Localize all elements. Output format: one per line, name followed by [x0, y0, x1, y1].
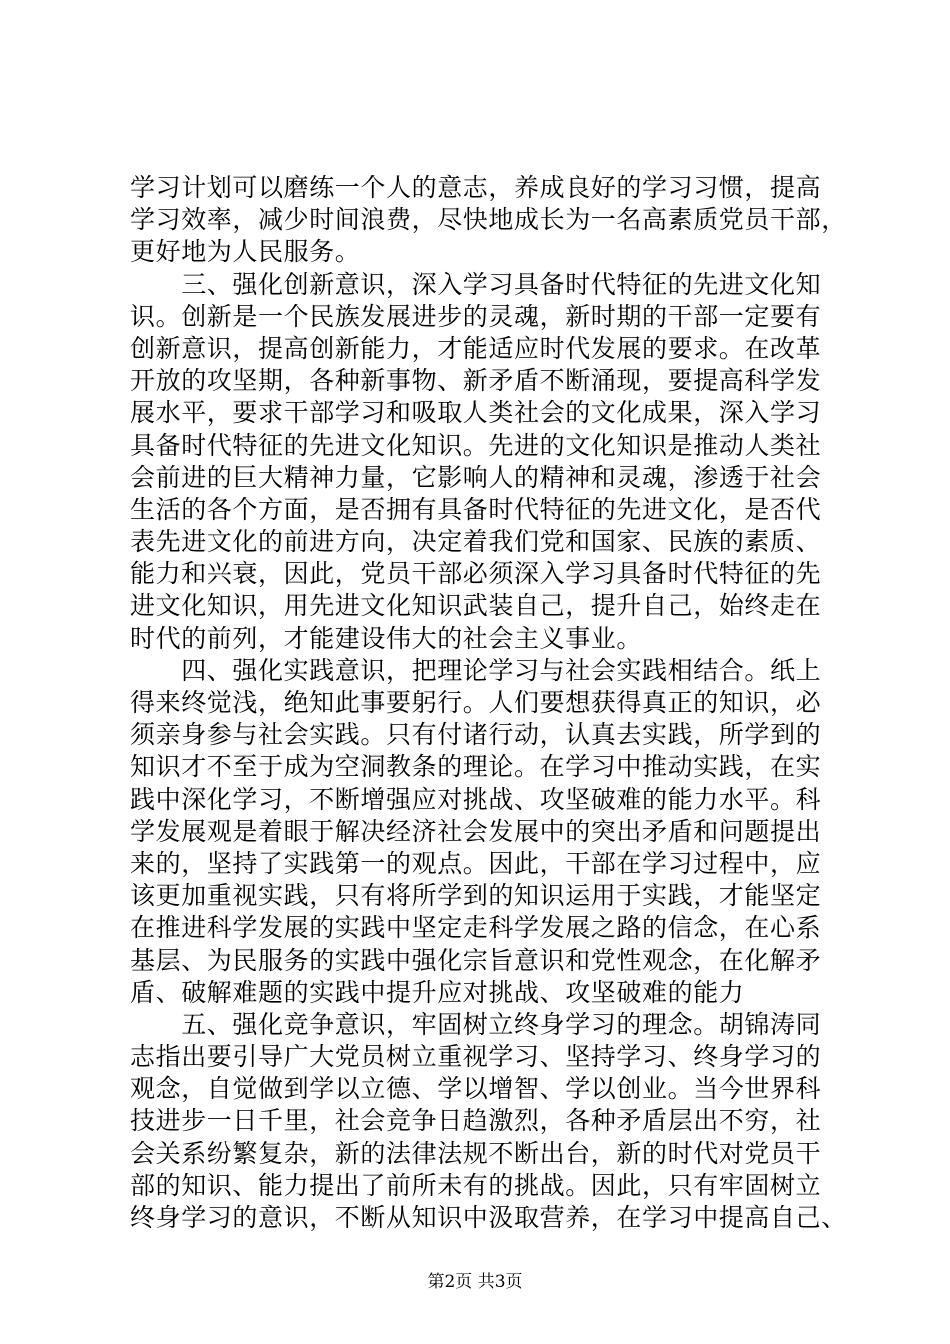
text-line: 四、强化实践意识，把理论学习与社会实践相结合。纸上	[130, 655, 822, 685]
text-line: 学习计划可以磨练一个人的意志，养成良好的学习习惯，提高	[130, 173, 822, 202]
text-line: 能力和兴衰，因此，党员干部必须深入学习具备时代特征的先	[130, 559, 822, 589]
text-line: 具备时代特征的先进文化知识。先进的文化知识是推动人类社	[130, 430, 822, 460]
text-line: 五、强化竞争意识，牢固树立终身学习的理念。胡锦涛同	[130, 1009, 822, 1039]
text-line: 志指出要引导广大党员树立重视学习、坚持学习、终身学习的	[130, 1042, 822, 1072]
page-footer	[0, 1270, 950, 1294]
text-line: 践中深化学习，不断增强应对挑战、攻坚破难的能力水平。科	[130, 784, 822, 814]
text-line: 开放的攻坚期，各种新事物、新矛盾不断涌现，要提高科学发	[130, 366, 822, 396]
text-line: 该更加重视实践，只有将所学到的知识运用于实践，才能坚定	[130, 881, 822, 911]
text-line: 须亲身参与社会实践。只有付诸行动，认真去实践，所学到的	[130, 720, 822, 750]
text-line: 学发展观是着眼于解决经济社会发展中的突出矛盾和问题提出	[130, 816, 822, 846]
text-line: 更好地为人民服务。	[130, 237, 361, 267]
text-line: 创新意识，提高创新能力，才能适应时代发展的要求。在改革	[130, 333, 822, 363]
text-line: 三、强化创新意识，深入学习具备时代特征的先进文化知	[130, 269, 822, 299]
text-line: 会前进的巨大精神力量，它影响人的精神和灵魂，渗透于社会	[130, 462, 822, 492]
text-line: 盾、破解难题的实践中提升应对挑战、攻坚破难的能力	[130, 977, 745, 1007]
text-line: 识。创新是一个民族发展进步的灵魂，新时期的干部一定要有	[130, 301, 822, 331]
text-line: 表先进文化的前进方向，决定着我们党和国家、民族的素质、	[130, 527, 822, 557]
text-line: 观念，自觉做到学以立德、学以增智、学以创业。当今世界科	[130, 1074, 822, 1104]
text-line: 知识才不至于成为空洞教条的理论。在学习中推动实践，在实	[130, 752, 822, 782]
page-number-label: 第2页 共3页	[427, 1272, 523, 1292]
text-line: 来的，坚持了实践第一的观点。因此，干部在学习过程中，应	[130, 848, 822, 878]
text-line: 技进步一日千里，社会竞争日趋激烈，各种矛盾层出不穷，社	[130, 1106, 822, 1136]
text-line: 会关系纷繁复杂，新的法律法规不断出台，新的时代对党员干	[130, 1138, 822, 1168]
text-line: 时代的前列，才能建设伟大的社会主义事业。	[130, 623, 643, 653]
text-line: 在推进科学发展的实践中坚定走科学发展之路的信念，在心系	[130, 913, 822, 943]
document-body	[130, 172, 847, 1234]
text-line: 部的知识、能力提出了前所未有的挑战。因此，只有牢固树立	[130, 1170, 822, 1200]
text-line: 学习效率，减少时间浪费，尽快地成长为一名高素质党员干部，	[130, 205, 847, 235]
text-line: 进文化知识，用先进文化知识武装自己，提升自己，始终走在	[130, 591, 822, 621]
text-line: 得来终觉浅，绝知此事要躬行。人们要想获得真正的知识，必	[130, 688, 822, 717]
text-line: 终身学习的意识，不断从知识中汲取营养，在学习中提高自己、	[130, 1203, 847, 1232]
text-line: 展水平，要求干部学习和吸取人类社会的文化成果，深入学习	[130, 398, 822, 428]
text-line: 生活的各个方面，是否拥有具备时代特征的先进文化，是否代	[130, 494, 822, 524]
text-line: 基层、为民服务的实践中强化宗旨意识和党性观念，在化解矛	[130, 945, 822, 975]
